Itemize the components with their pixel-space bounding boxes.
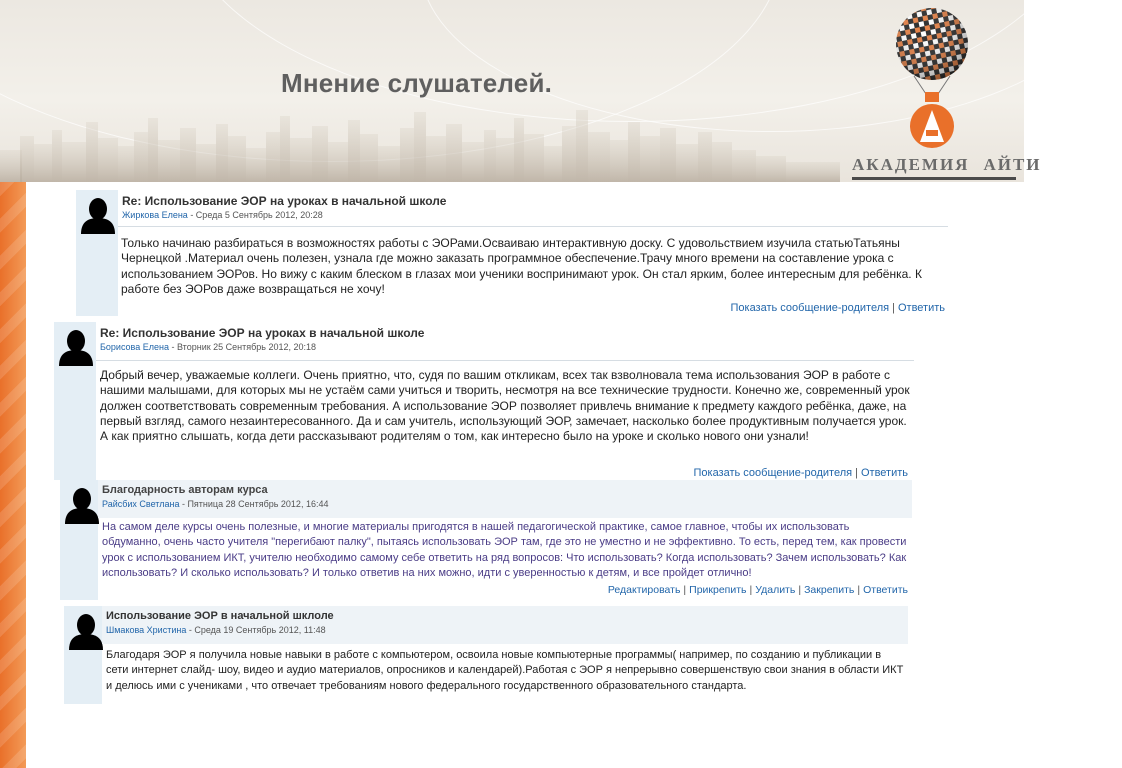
post-meta (122, 210, 323, 220)
brand-right-word: АЙТИ (983, 155, 1042, 174)
post-subject: Использование ЭОР в начальной шклоле (106, 610, 334, 622)
post-commands: Показать сообщение-родителя | Ответить (730, 302, 945, 314)
forum-post (64, 606, 910, 704)
post-body: Только начинаю разбираться в возможностях работы с ЭОРами.Осваиваю интерактивную доску. С удовольствием изучила статьюТатьяны Чернецкой .Материал очень полезен, узнала где можно заказать программное обеспечение.Трачу много времени на составление урока с использованием ЭОРов. Но вижу с каким блеском в глазах мои ученики воспринимают урок. Он стал ярким, более интересным для ребёнка. К работе без ЭОРов даже возвращаться не хочу! (121, 236, 922, 296)
post-meta (106, 625, 326, 635)
attach-link[interactable]: Прикрепить (689, 584, 747, 596)
post-commands: Показать сообщение-родителя | Ответить (693, 467, 908, 479)
brand-name (852, 155, 1042, 180)
divider (96, 360, 914, 361)
pin-link[interactable]: Закрепить (804, 584, 855, 596)
post-header (118, 190, 956, 234)
reply-link[interactable]: Ответить (860, 467, 908, 479)
post-author-link[interactable]: Жиркова Елена (122, 210, 188, 220)
user-silhouette-icon[interactable] (58, 328, 94, 366)
delete-link[interactable]: Удалить (755, 584, 796, 596)
post-body: Добрый вечер, уважаемые коллеги. Очень приятно, что, судя по вашим откликам, всех так взволновала тема использования ЭОР в работе с нашими малышами, для которых мы не устаём сами учиться и творить, несмотря на все технические трудности. Конечно же, современный урок должен соответствовать современным требования. А использование ЭОР позволяет привлечь внимание к предмету каждого ребёнка, даже, на первый взгляд, самого незаинтересованного. Да и сам учитель, использующий ЭОР, замечает, насколько более продуктивным получается урок. А как приятно слышать, когда дети рассказывают родителям о том, как интересно было на уроке и сколько нового они узнали! (100, 368, 910, 444)
header-banner (0, 0, 1042, 182)
forum-post (60, 480, 912, 600)
checkered-balloon-logo-icon (884, 4, 984, 156)
user-silhouette-icon[interactable] (80, 196, 116, 234)
divider (118, 226, 948, 227)
slide-title: Мнение слушателей. (281, 68, 553, 98)
post-header (102, 606, 908, 644)
left-accent-strip (0, 182, 26, 768)
post-subject: Re: Использование ЭОР на уроках в начальной школе (122, 194, 447, 208)
post-date: - Пятница 28 Сентябрь 2012, 16:44 (179, 499, 329, 509)
user-silhouette-icon[interactable] (64, 486, 100, 524)
edit-link[interactable]: Редактировать (607, 584, 681, 596)
post-body: Благодаря ЭОР я получила новые навыки в работе с компьютером, освоила новые компьютерные программы( например, по созданию и публикации в сети интернет слайд- шоу, видео и аудио материалов, опросников и календарей).Работая с ЭОР я непрерывно совершенствую свои знания в области ИКТ и делюсь ими с учениками , что отвечает требованиям нового федерального государственного образовательного стандарта. (106, 649, 904, 692)
post-sidebar (64, 606, 102, 704)
post-meta (102, 499, 328, 509)
forum-post (54, 322, 914, 480)
post-sidebar (60, 480, 98, 600)
post-author-link[interactable]: Райсбих Светлана (102, 499, 180, 509)
post-subject: Re: Использование ЭОР на уроках в начальной школе (100, 326, 425, 340)
post-date: - Среда 19 Сентябрь 2012, 11:48 (186, 625, 326, 635)
post-body: На самом деле курсы очень полезные, и многие материалы пригодятся в нашей педагогической практике, самое главное, чтобы их использовать обдуманно, очень часто учителя "перегибают палку", пытаясь использовать ЭОР там, где это не уместно и не эффективно. То есть, перед тем, как провести урок с использованием ИКТ, учителю необходимо самому себе ответить на ряд вопросов: Что использовать? Когда использовать? Зачем использовать? Как использовать? И сколько использовать? И только ответив на них можно, идти с уверенностью к детям, и все пройдет отлично! (102, 521, 907, 579)
post-author-link[interactable]: Борисова Елена (100, 342, 169, 352)
reply-link[interactable]: Ответить (897, 302, 945, 314)
post-commands: Редактировать | Прикрепить | Удалить | Закрепить | Ответить (607, 584, 908, 596)
show-parent-link[interactable]: Показать сообщение-родителя (693, 467, 853, 479)
post-meta (100, 342, 316, 352)
post-author-link[interactable]: Шмакова Христина (106, 625, 187, 635)
post-date: - Среда 5 Сентябрь 2012, 20:28 (187, 210, 323, 220)
post-date: - Вторник 25 Сентябрь 2012, 20:18 (168, 342, 317, 352)
user-silhouette-icon[interactable] (68, 612, 104, 650)
reply-link[interactable]: Ответить (863, 584, 908, 596)
post-sidebar (54, 322, 96, 480)
forum-post (76, 190, 956, 316)
post-subject: Благодарность авторам курса (102, 484, 268, 496)
post-sidebar (76, 190, 118, 316)
post-header (98, 480, 912, 518)
show-parent-link[interactable]: Показать сообщение-родителя (730, 302, 890, 314)
brand-left-word: АКАДЕМИЯ (852, 155, 970, 174)
